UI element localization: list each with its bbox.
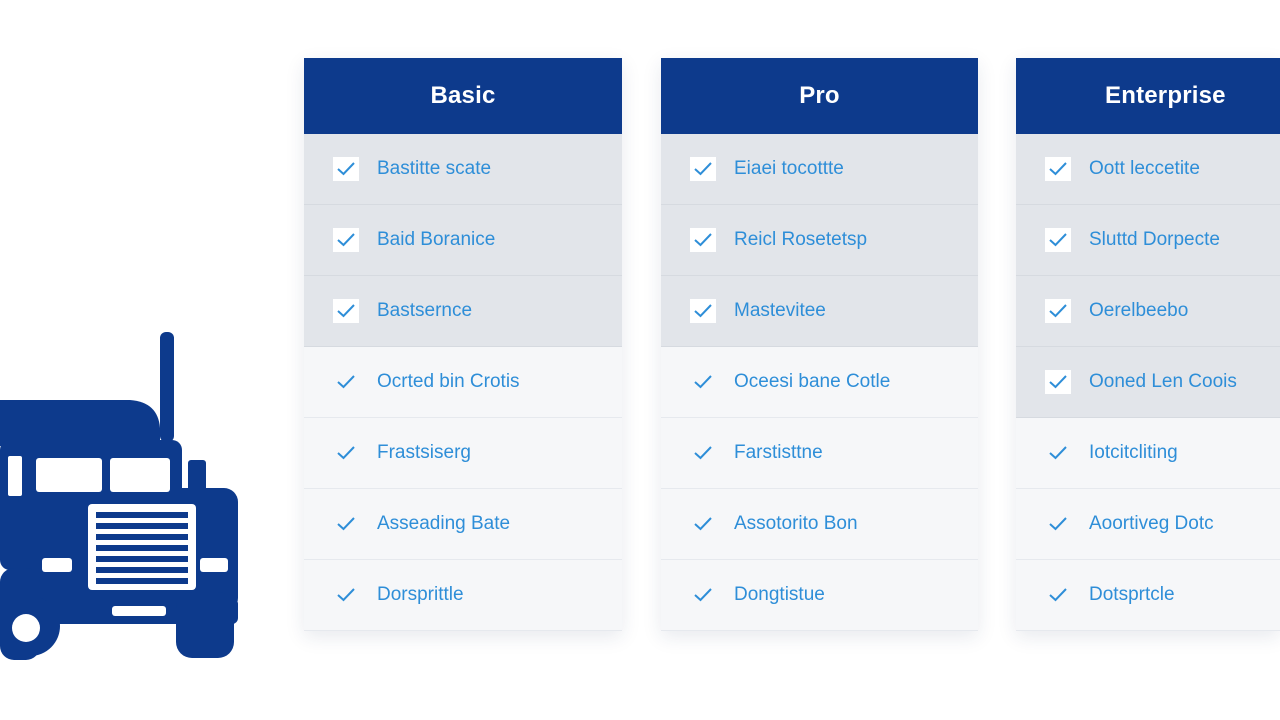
feature-label: Dotsprtcle xyxy=(1089,584,1175,605)
feature-label: Dongtistue xyxy=(734,584,825,605)
feature-row xyxy=(304,560,622,631)
feature-row xyxy=(304,134,622,205)
checkmark-icon xyxy=(333,157,359,181)
feature-label: Asseading Bate xyxy=(377,513,511,534)
feature-row xyxy=(661,418,978,489)
feature-label: Bastitte scate xyxy=(377,158,492,179)
checkmark-icon xyxy=(690,228,716,252)
checkmark-icon xyxy=(690,583,716,607)
feature-row xyxy=(1016,205,1280,276)
checkmark-icon xyxy=(333,370,359,394)
semi-truck-icon xyxy=(0,328,240,660)
feature-label: Ooned Len Coois xyxy=(1089,371,1237,392)
feature-label: Eiaei tocottte xyxy=(734,158,844,179)
checkmark-icon xyxy=(333,228,359,252)
checkmark-icon xyxy=(690,157,716,181)
feature-label: Dorsprittle xyxy=(377,584,464,605)
feature-label: Bastsernce xyxy=(377,300,473,321)
plan-card-pro xyxy=(661,58,978,631)
checkmark-icon xyxy=(1045,441,1071,465)
checkmark-icon xyxy=(1045,299,1071,323)
feature-row xyxy=(304,489,622,560)
checkmark-icon xyxy=(333,299,359,323)
feature-label: Farstisttne xyxy=(734,442,823,463)
feature-label: Mastevitee xyxy=(734,300,826,321)
feature-row xyxy=(661,347,978,418)
feature-row xyxy=(661,276,978,347)
checkmark-icon xyxy=(333,512,359,536)
feature-label: Oceesi bane Cotle xyxy=(734,371,891,392)
feature-row xyxy=(661,560,978,631)
feature-row xyxy=(1016,134,1280,205)
feature-label: Oerelbeebo xyxy=(1089,300,1189,321)
plan-card-basic xyxy=(304,58,622,631)
checkmark-icon xyxy=(690,512,716,536)
checkmark-icon xyxy=(690,370,716,394)
feature-row xyxy=(661,489,978,560)
feature-label: Ocrted bin Crotis xyxy=(377,371,520,392)
feature-row xyxy=(304,347,622,418)
feature-row xyxy=(1016,276,1280,347)
feature-row xyxy=(661,134,978,205)
plan-title-pro: Pro xyxy=(661,58,978,134)
checkmark-icon xyxy=(333,583,359,607)
feature-row xyxy=(304,205,622,276)
feature-row xyxy=(304,276,622,347)
checkmark-icon xyxy=(1045,512,1071,536)
feature-label: Aoortiveg Dotc xyxy=(1089,513,1214,534)
feature-label: Reicl Rosetetsp xyxy=(734,229,868,250)
plan-title-enterprise: Enterprise xyxy=(1016,58,1280,134)
checkmark-icon xyxy=(690,299,716,323)
feature-row xyxy=(661,205,978,276)
feature-label: Sluttd Dorpecte xyxy=(1089,229,1220,250)
checkmark-icon xyxy=(333,441,359,465)
feature-row xyxy=(304,418,622,489)
feature-label: Frastsiserg xyxy=(377,442,471,463)
checkmark-icon xyxy=(1045,583,1071,607)
feature-label: Iotcitcliting xyxy=(1089,442,1178,463)
checkmark-icon xyxy=(1045,228,1071,252)
feature-label: Baid Boranice xyxy=(377,229,496,250)
plan-title-basic: Basic xyxy=(304,58,622,134)
feature-row xyxy=(1016,489,1280,560)
checkmark-icon xyxy=(1045,370,1071,394)
feature-row xyxy=(1016,347,1280,418)
feature-label: Oott leccetite xyxy=(1089,158,1200,179)
checkmark-icon xyxy=(690,441,716,465)
plan-card-enterprise xyxy=(1016,58,1280,631)
feature-row xyxy=(1016,560,1280,631)
checkmark-icon xyxy=(1045,157,1071,181)
feature-row xyxy=(1016,418,1280,489)
feature-label: Assotorito Bon xyxy=(734,513,858,534)
